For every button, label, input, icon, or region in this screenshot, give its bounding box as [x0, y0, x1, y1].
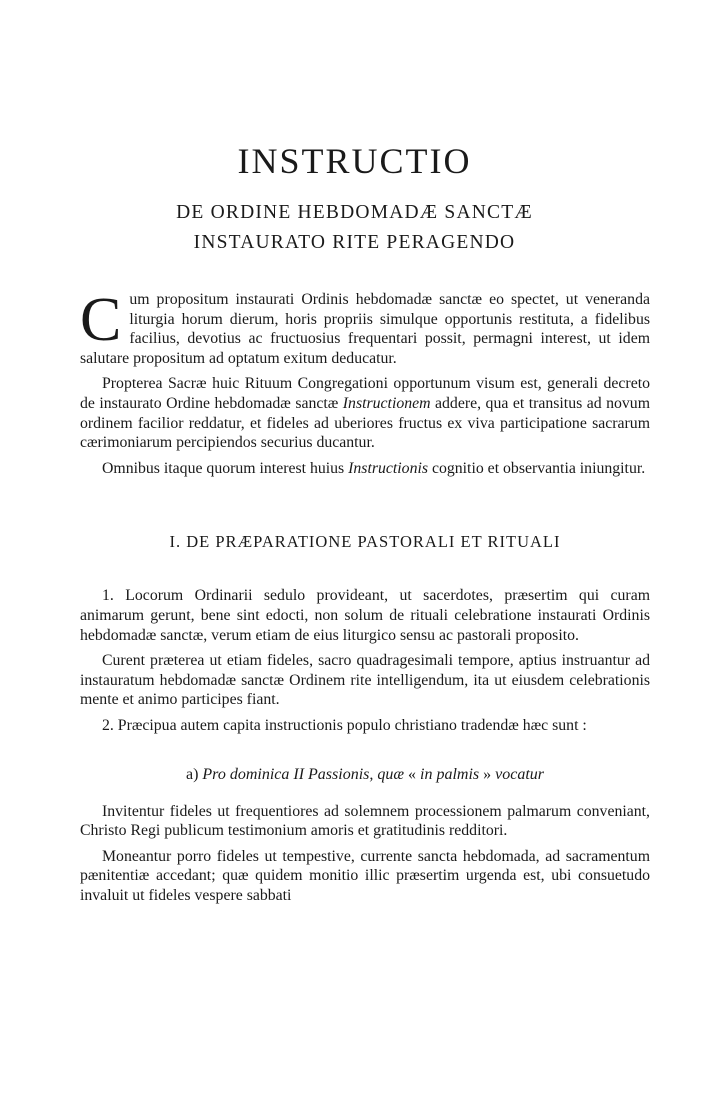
- subsection-heading: [80, 766, 650, 784]
- subsection-heading-italic-1: Pro dominica II Passionis, quæ: [202, 765, 405, 783]
- intro-paragraph-2-text-a: Propterea Sacræ huic Rituum Congregationi opportunum visum est, generali decreto de instaurato Ordine hebdomadæ sanctæ: [80, 375, 650, 412]
- drop-cap: C: [80, 286, 122, 354]
- subsection-paragraph-2: Moneantur porro fideles ut tempestive, currente sancta hebdomada, ad sacramentum pænitentiæ accedant; quæ quidem monitio illic præsertim urgenda est, ubi consuetudo invaluit ut fideles vespere sabbati: [80, 847, 650, 904]
- intro-paragraph-2: [80, 374, 650, 452]
- section-paragraph-3: 2. Præcipua autem capita instructionis populo christiano tradendæ hæc sunt :: [102, 716, 587, 734]
- subsection-heading-italic-2: in palmis: [420, 765, 480, 783]
- intro-paragraph-3-text-a: Omnibus itaque quorum interest huius: [102, 459, 349, 477]
- section-paragraph-2: Curent præterea ut etiam fideles, sacro quadragesimali tempore, aptius instruantur ad instauratum hebdomadæ sanctæ Ordinem rite intelligendum, ita ut eiusdem celebrationis mente et animo participes fiant.: [80, 652, 650, 709]
- intro-paragraph-3: [80, 459, 650, 479]
- intro-paragraph-2-italic: Instructionem: [342, 394, 431, 412]
- intro-paragraph-1: [80, 286, 650, 368]
- subsection-prefix: a): [185, 765, 203, 783]
- subsection-paragraph-1: Invitentur fideles ut frequentiores ad solemnem processionem palmarum conveniant, Christo Regi publicum testimonium amoris et gratitudinis redditori.: [80, 802, 650, 840]
- document-subtitle-line2: INSTAURATO RITE PERAGENDO: [193, 232, 516, 253]
- intro-paragraph-3-italic: Instructionis: [348, 459, 429, 477]
- section-heading: I. DE PRÆPARATIONE PASTORALI ET RITUALI: [169, 532, 561, 552]
- intro-paragraph-1-text: um propositum instaurati Ordinis hebdomadæ sanctæ eo spectet, ut veneranda liturgia horum dierum, horis propriis simulque opportunis restituta, a fidelibus facilius, devotius ac fructuosius frequentari possit, permagni interest, ut idem salutare propositum ad optatum exitum deducatur.: [80, 291, 650, 367]
- subsection-heading-quote-close: »: [479, 765, 496, 783]
- section-paragraph-1: 1. Locorum Ordinarii sedulo provideant, ut sacerdotes, præsertim qui curam animarum gerunt, bene sint edocti, non solum de rituali celebratione instaurati Ordinis hebdomadæ sanctæ, verum etiam de eius liturgico sensu ac pastorali proposito.: [80, 587, 650, 644]
- subsection-heading-italic-3: vocatur: [495, 765, 545, 783]
- document-title: INSTRUCTIO: [237, 141, 472, 181]
- subsection-heading-quote-open: «: [404, 765, 421, 783]
- document-body: [80, 286, 650, 905]
- intro-paragraph-3-text-b: cognitio et observantia iniungitur.: [428, 459, 646, 477]
- document-subtitle-line1: DE ORDINE HEBDOMADÆ SANCTÆ: [176, 202, 533, 223]
- intro-paragraph-2-text-b: addere, qua et transitus ad novum ordinem facilior reddatur, et fideles ad uberiores fructus ex viva participatione sacrarum cærimoniarum percipiendos securius ducantur.: [80, 394, 650, 452]
